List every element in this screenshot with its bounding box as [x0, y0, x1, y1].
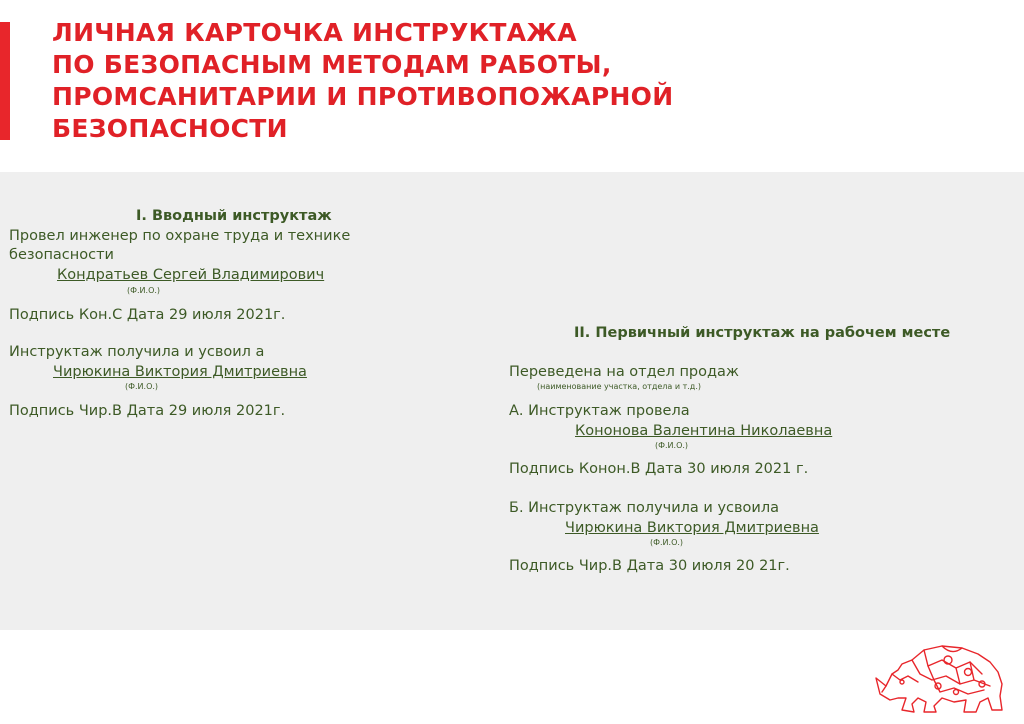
page-title [52, 17, 1012, 145]
section2-trainee-name: Чирюкина Виктория Дмитриевна [565, 520, 819, 536]
section1-signature-line-2: Подпись Чир.В Дата 29 июля 2021г. [9, 403, 286, 419]
section2-fio-hint-1: (Ф.И.О.) [655, 441, 689, 450]
title-line-2: ПО БЕЗОПАСНЫМ МЕТОДАМ РАБОТЫ, [52, 50, 612, 79]
section2-conducted-label: А. Инструктаж провела [509, 403, 690, 419]
section1-heading: I. Вводный инструктаж [136, 208, 332, 224]
section2-signature-line-1: Подпись Конон.В Дата 30 июля 2021 г. [509, 461, 809, 477]
section2-received-label: Б. Инструктаж получила и усвоила [509, 500, 779, 516]
section1-trainee-name: Чирюкина Виктория Дмитриевна [53, 364, 307, 380]
title-accent-bar [0, 22, 10, 140]
section1-fio-hint-2: (Ф.И.О.) [125, 382, 159, 391]
section1-fio-hint-1: (Ф.И.О.) [127, 286, 161, 295]
section2-signature-line-2: Подпись Чир.В Дата 30 июля 20 21г. [509, 558, 790, 574]
title-line-1: ЛИЧНАЯ КАРТОЧКА ИНСТРУКТАЖА [52, 18, 577, 47]
section2-instructor-name: Кононова Валентина Николаевна [575, 423, 833, 439]
rhino-logo-icon [872, 640, 1012, 716]
section2-area-hint: (наименование участка, отдела и т.д.) [537, 382, 701, 391]
section1-signature-line-1: Подпись Кон.С Дата 29 июля 2021г. [9, 307, 286, 323]
section2-transferred-label: Переведена на отдел продаж [509, 364, 739, 380]
section2-heading: II. Первичный инструктаж на рабочем месте [574, 325, 951, 341]
title-line-3: ПРОМСАНИТАРИИ И ПРОТИВОПОЖАРНОЙ [52, 82, 674, 111]
section1-conducted-line2: безопасности [9, 247, 114, 263]
title-line-4: БЕЗОПАСНОСТИ [52, 114, 288, 143]
section1-received-label: Инструктаж получила и усвоил а [9, 344, 265, 360]
section2-fio-hint-2: (Ф.И.О.) [650, 538, 684, 547]
section1-conducted-line1: Провел инженер по охране труда и технике [9, 228, 351, 244]
section1-instructor-name: Кондратьев Сергей Владимирович [57, 267, 325, 283]
